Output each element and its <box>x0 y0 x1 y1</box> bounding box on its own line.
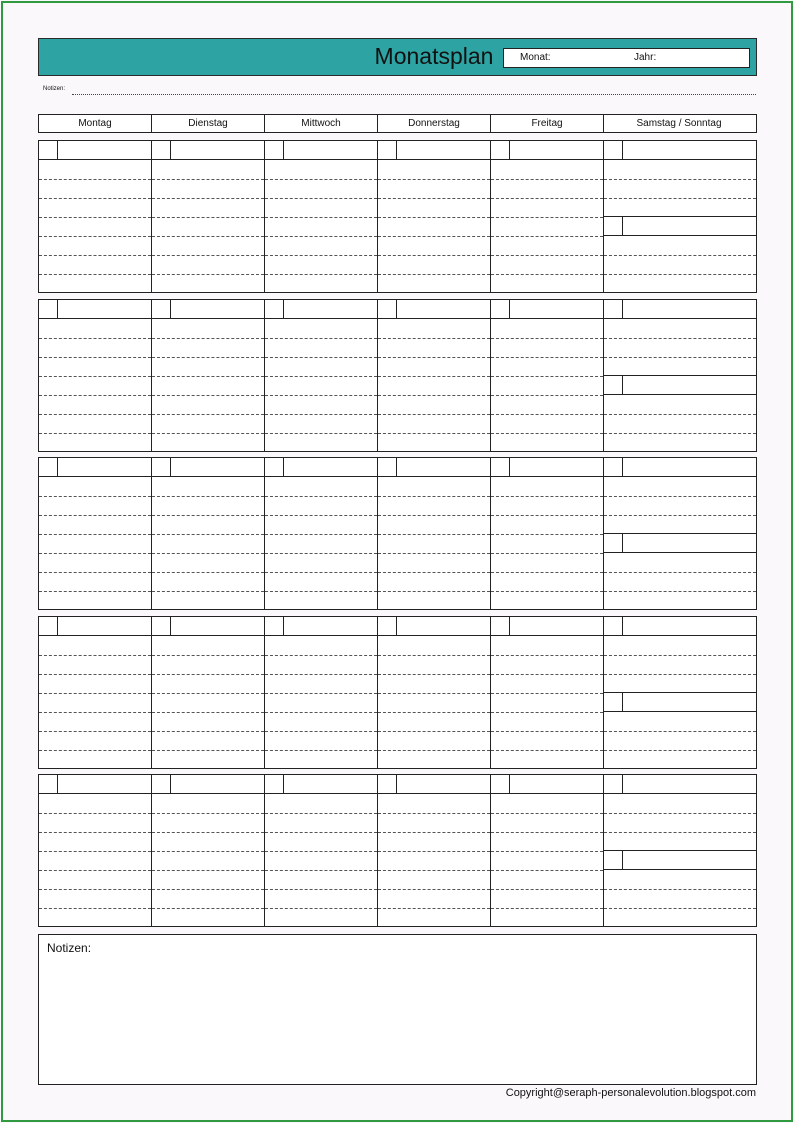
day-number-box[interactable] <box>39 775 58 794</box>
day-number-box[interactable] <box>265 458 284 477</box>
sunday-header-bar <box>604 375 756 395</box>
day-header-bar <box>378 775 490 794</box>
entry-line <box>152 870 264 871</box>
entry-line <box>152 414 264 415</box>
entry-line <box>265 889 377 890</box>
entry-line <box>265 433 377 434</box>
day-number-box[interactable] <box>265 141 284 160</box>
day-cell[interactable] <box>491 775 604 926</box>
day-header-bar <box>491 458 603 477</box>
entry-line <box>491 198 603 199</box>
entry-line <box>604 357 756 358</box>
day-number-box[interactable] <box>378 617 397 636</box>
entry-line <box>265 376 377 377</box>
entry-line <box>39 357 151 358</box>
entry-line <box>152 217 264 218</box>
day-number-box[interactable] <box>604 141 623 160</box>
entry-line <box>378 414 490 415</box>
entry-line <box>491 338 603 339</box>
entry-line <box>378 433 490 434</box>
day-cell[interactable] <box>265 300 378 451</box>
entry-line <box>39 572 151 573</box>
entry-line <box>39 851 151 852</box>
entry-line <box>265 591 377 592</box>
entry-line <box>491 515 603 516</box>
entry-line <box>491 274 603 275</box>
week-row <box>38 616 757 769</box>
day-header-bar <box>378 458 490 477</box>
entry-line <box>152 338 264 339</box>
entry-line <box>265 851 377 852</box>
day-number-box[interactable] <box>39 141 58 160</box>
day-cell[interactable] <box>491 141 604 292</box>
entry-line <box>604 572 756 573</box>
entry-line <box>265 395 377 396</box>
day-header-bar <box>265 458 377 477</box>
day-header-bar <box>378 617 490 636</box>
entry-line <box>152 198 264 199</box>
entry-line <box>152 832 264 833</box>
entry-line <box>378 889 490 890</box>
entry-line <box>265 674 377 675</box>
entry-line <box>152 572 264 573</box>
entry-line <box>491 236 603 237</box>
entry-line <box>152 712 264 713</box>
day-cell[interactable] <box>378 458 491 609</box>
day-cell[interactable] <box>39 617 152 768</box>
day-header-bar <box>39 458 151 477</box>
day-header-bar <box>152 300 264 319</box>
day-number-box[interactable] <box>152 141 171 160</box>
entry-line <box>265 236 377 237</box>
entry-line <box>378 851 490 852</box>
entry-line <box>491 496 603 497</box>
entry-line <box>39 870 151 871</box>
entry-line <box>378 731 490 732</box>
entry-line <box>39 712 151 713</box>
week-row <box>38 299 757 452</box>
day-cell[interactable] <box>152 775 265 926</box>
entry-line <box>378 813 490 814</box>
entry-line <box>152 357 264 358</box>
entry-line <box>378 712 490 713</box>
day-header-bar <box>39 141 151 160</box>
entry-line <box>491 357 603 358</box>
day-number-box[interactable] <box>265 300 284 319</box>
day-header-bar <box>39 775 151 794</box>
weekday-1: Dienstag <box>152 115 265 132</box>
day-header-bar <box>491 141 603 160</box>
entry-line <box>39 813 151 814</box>
day-cell[interactable] <box>378 775 491 926</box>
day-number-box[interactable] <box>39 617 58 636</box>
entry-line <box>265 515 377 516</box>
entry-line <box>39 376 151 377</box>
entry-line <box>378 591 490 592</box>
day-cell[interactable] <box>39 300 152 451</box>
entry-line <box>378 572 490 573</box>
entry-line <box>604 813 756 814</box>
entry-line <box>378 674 490 675</box>
entry-line <box>604 274 756 275</box>
day-header-bar <box>491 300 603 319</box>
day-number-box[interactable] <box>491 458 510 477</box>
entry-line <box>491 534 603 535</box>
entry-line <box>39 750 151 751</box>
entry-line <box>152 376 264 377</box>
entry-line <box>378 338 490 339</box>
entry-line <box>491 851 603 852</box>
entry-line <box>152 395 264 396</box>
day-number-box[interactable] <box>604 534 623 552</box>
entry-line <box>39 832 151 833</box>
entry-line <box>378 750 490 751</box>
entry-line <box>378 908 490 909</box>
day-header-bar <box>491 775 603 794</box>
entry-line <box>604 255 756 256</box>
day-cell[interactable] <box>604 300 756 451</box>
notes-line-label: Notizen: <box>43 86 66 92</box>
entry-line <box>378 553 490 554</box>
weekday-0: Montag <box>39 115 152 132</box>
day-header-bar <box>265 775 377 794</box>
entry-line <box>39 731 151 732</box>
day-number-box[interactable] <box>378 300 397 319</box>
entry-line <box>265 712 377 713</box>
month-label: Monat: <box>520 52 551 63</box>
day-number-box[interactable] <box>378 775 397 794</box>
day-cell[interactable] <box>152 458 265 609</box>
entry-line <box>39 693 151 694</box>
day-number-box[interactable] <box>265 617 284 636</box>
day-header-bar <box>604 775 756 794</box>
entry-line <box>39 395 151 396</box>
entry-line <box>39 338 151 339</box>
entry-line <box>152 534 264 535</box>
day-header-bar <box>604 141 756 160</box>
entry-line <box>604 750 756 751</box>
entry-line <box>604 674 756 675</box>
entry-line <box>265 338 377 339</box>
day-cell[interactable] <box>265 458 378 609</box>
day-number-box[interactable] <box>39 458 58 477</box>
day-cell[interactable] <box>265 775 378 926</box>
day-header-bar <box>265 300 377 319</box>
entry-line <box>491 908 603 909</box>
day-header-bar <box>152 141 264 160</box>
entry-line <box>378 693 490 694</box>
entry-line <box>152 851 264 852</box>
weekday-5: Samstag / Sonntag <box>636 118 722 129</box>
day-cell[interactable] <box>491 617 604 768</box>
entry-line <box>265 274 377 275</box>
notes-line[interactable] <box>72 94 756 95</box>
entry-line <box>152 655 264 656</box>
entry-line <box>39 179 151 180</box>
sunday-header-bar <box>604 216 756 236</box>
day-cell[interactable] <box>39 141 152 292</box>
day-number-box[interactable] <box>152 617 171 636</box>
sunday-header-bar <box>604 533 756 553</box>
entry-line <box>39 889 151 890</box>
entry-line <box>491 553 603 554</box>
entry-line <box>152 889 264 890</box>
entry-line <box>604 889 756 890</box>
day-header-bar <box>378 300 490 319</box>
day-number-box[interactable] <box>604 617 623 636</box>
day-number-box[interactable] <box>491 775 510 794</box>
entry-line <box>604 655 756 656</box>
month-year-field[interactable] <box>503 48 750 68</box>
entry-line <box>604 198 756 199</box>
notes-title: Notizen: <box>47 941 92 955</box>
entry-line <box>491 655 603 656</box>
entry-line <box>491 889 603 890</box>
entry-line <box>604 179 756 180</box>
entry-line <box>265 534 377 535</box>
entry-line <box>378 395 490 396</box>
day-number-box[interactable] <box>152 458 171 477</box>
entry-line <box>378 870 490 871</box>
entry-line <box>39 908 151 909</box>
day-cell[interactable] <box>604 141 756 292</box>
entry-line <box>39 496 151 497</box>
entry-line <box>265 198 377 199</box>
entry-line <box>39 515 151 516</box>
day-header-bar <box>39 617 151 636</box>
entry-line <box>39 534 151 535</box>
week-row <box>38 140 757 293</box>
day-number-box[interactable] <box>491 141 510 160</box>
entry-line <box>378 832 490 833</box>
day-number-box[interactable] <box>604 217 623 235</box>
notes-box[interactable] <box>38 934 757 1085</box>
day-number-box[interactable] <box>152 775 171 794</box>
entry-line <box>39 236 151 237</box>
day-number-box[interactable] <box>604 300 623 319</box>
year-label: Jahr: <box>634 52 657 63</box>
day-number-box[interactable] <box>265 775 284 794</box>
entry-line <box>378 217 490 218</box>
entry-line <box>378 496 490 497</box>
entry-line <box>265 217 377 218</box>
day-number-box[interactable] <box>378 458 397 477</box>
entry-line <box>265 870 377 871</box>
entry-line <box>491 179 603 180</box>
entry-line <box>378 198 490 199</box>
day-cell[interactable] <box>39 775 152 926</box>
weekday-header <box>38 114 757 133</box>
day-number-box[interactable] <box>604 376 623 394</box>
day-header-bar <box>265 141 377 160</box>
entry-line <box>265 572 377 573</box>
entry-line <box>265 414 377 415</box>
entry-line <box>152 553 264 554</box>
day-cell[interactable] <box>491 300 604 451</box>
entry-line <box>491 731 603 732</box>
entry-line <box>491 572 603 573</box>
day-header-bar <box>265 617 377 636</box>
entry-line <box>152 179 264 180</box>
entry-line <box>152 496 264 497</box>
entry-line <box>152 433 264 434</box>
entry-line <box>378 236 490 237</box>
entry-line <box>378 179 490 180</box>
day-header-bar <box>152 617 264 636</box>
entry-line <box>604 496 756 497</box>
entry-line <box>152 515 264 516</box>
day-number-box[interactable] <box>491 300 510 319</box>
day-header-bar <box>491 617 603 636</box>
entry-line <box>265 693 377 694</box>
entry-line <box>378 357 490 358</box>
entry-line <box>491 693 603 694</box>
day-header-bar <box>604 617 756 636</box>
entry-line <box>265 179 377 180</box>
day-number-box[interactable] <box>604 458 623 477</box>
entry-line <box>152 591 264 592</box>
entry-line <box>491 813 603 814</box>
entry-line <box>39 414 151 415</box>
day-cell[interactable] <box>265 141 378 292</box>
day-cell[interactable] <box>378 141 491 292</box>
copyright-text: Copyright@seraph-personalevolution.blogspot.com <box>505 1087 756 1099</box>
entry-line <box>152 813 264 814</box>
entry-line <box>265 908 377 909</box>
entry-line <box>152 731 264 732</box>
entry-line <box>491 395 603 396</box>
day-cell[interactable] <box>39 458 152 609</box>
entry-line <box>378 255 490 256</box>
entry-line <box>378 274 490 275</box>
entry-line <box>604 591 756 592</box>
entry-line <box>491 712 603 713</box>
entry-line <box>265 832 377 833</box>
entry-line <box>378 534 490 535</box>
entry-line <box>378 655 490 656</box>
entry-line <box>265 813 377 814</box>
day-number-box[interactable] <box>604 851 623 869</box>
entry-line <box>491 376 603 377</box>
entry-line <box>491 674 603 675</box>
entry-line <box>491 414 603 415</box>
sunday-header-bar <box>604 850 756 870</box>
entry-line <box>152 908 264 909</box>
day-cell[interactable] <box>491 458 604 609</box>
entry-line <box>39 433 151 434</box>
entry-line <box>491 750 603 751</box>
entry-line <box>39 591 151 592</box>
entry-line <box>604 908 756 909</box>
day-number-box[interactable] <box>604 693 623 711</box>
day-header-bar <box>604 300 756 319</box>
day-cell[interactable] <box>378 300 491 451</box>
weekday-4: Freitag <box>491 115 604 132</box>
entry-line <box>39 655 151 656</box>
day-cell[interactable] <box>378 617 491 768</box>
entry-line <box>39 553 151 554</box>
entry-line <box>152 750 264 751</box>
entry-line <box>604 731 756 732</box>
week-row <box>38 774 757 927</box>
page-title: Monatsplan <box>374 43 494 69</box>
day-cell[interactable] <box>152 617 265 768</box>
entry-line <box>39 198 151 199</box>
entry-line <box>265 655 377 656</box>
day-header-bar <box>152 458 264 477</box>
entry-line <box>491 217 603 218</box>
entry-line <box>378 515 490 516</box>
header-banner <box>38 38 757 76</box>
day-header-bar <box>152 775 264 794</box>
entry-line <box>378 376 490 377</box>
entry-line <box>604 832 756 833</box>
day-header-bar <box>39 300 151 319</box>
entry-line <box>491 433 603 434</box>
day-number-box[interactable] <box>39 300 58 319</box>
entry-line <box>39 274 151 275</box>
entry-line <box>152 274 264 275</box>
sunday-header-bar <box>604 692 756 712</box>
week-row <box>38 457 757 610</box>
entry-line <box>152 236 264 237</box>
day-number-box[interactable] <box>491 617 510 636</box>
entry-line <box>491 255 603 256</box>
entry-line <box>152 255 264 256</box>
entry-line <box>152 693 264 694</box>
day-number-box[interactable] <box>378 141 397 160</box>
day-cell[interactable] <box>152 141 265 292</box>
entry-line <box>39 674 151 675</box>
day-number-box[interactable] <box>604 775 623 794</box>
entry-line <box>604 515 756 516</box>
day-cell[interactable] <box>152 300 265 451</box>
entry-line <box>265 731 377 732</box>
entry-line <box>265 255 377 256</box>
day-cell[interactable] <box>604 775 756 926</box>
day-number-box[interactable] <box>152 300 171 319</box>
weekday-3: Donnerstag <box>378 115 491 132</box>
day-cell[interactable] <box>265 617 378 768</box>
entry-line <box>604 414 756 415</box>
entry-line <box>39 255 151 256</box>
entry-line <box>491 591 603 592</box>
day-header-bar <box>604 458 756 477</box>
entry-line <box>265 553 377 554</box>
day-header-bar <box>378 141 490 160</box>
entry-line <box>265 496 377 497</box>
entry-line <box>491 870 603 871</box>
entry-line <box>491 832 603 833</box>
entry-line <box>604 433 756 434</box>
entry-line <box>604 338 756 339</box>
day-cell[interactable] <box>604 617 756 768</box>
entry-line <box>265 357 377 358</box>
entry-line <box>265 750 377 751</box>
weekday-2: Mittwoch <box>265 115 378 132</box>
entry-line <box>152 674 264 675</box>
day-cell[interactable] <box>604 458 756 609</box>
entry-line <box>39 217 151 218</box>
